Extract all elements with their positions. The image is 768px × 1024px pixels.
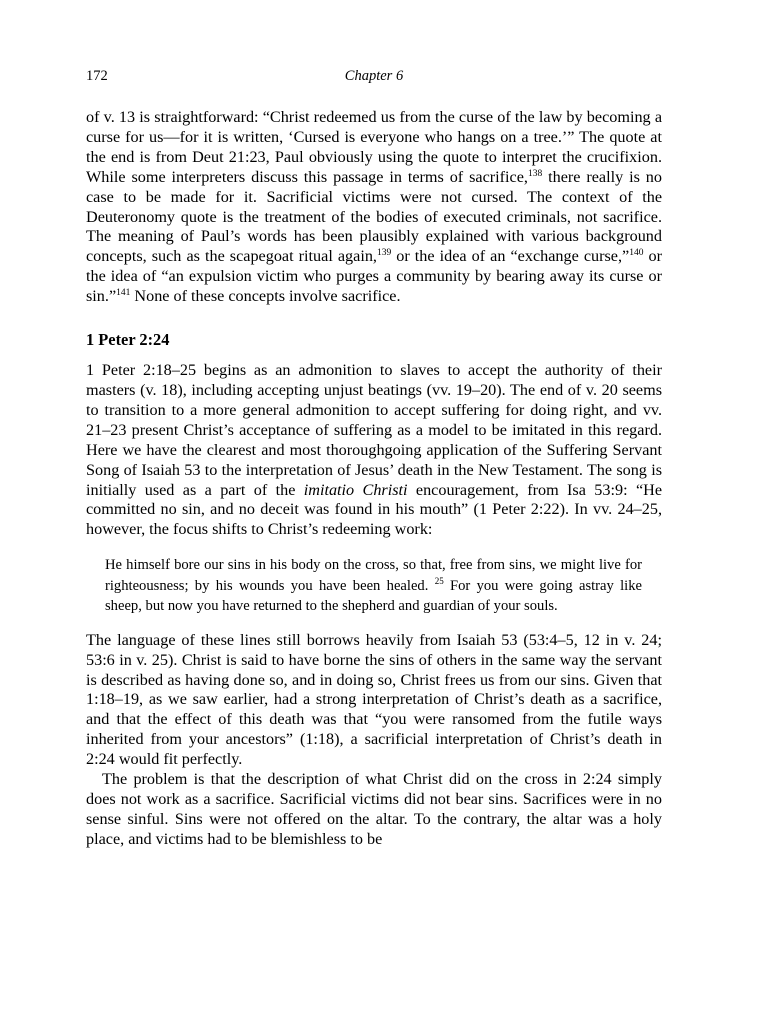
paragraph-language: The language of these lines still borrows heavily from Isaiah 53 (53:4–5, 12 in v. 24; 53:6 in v. 25). Christ is said to have borne the sins of others in the same way the servant is described as having done so, and in doing so, Christ frees us from our sins. Given that 1:18–19, as we saw earlier, had a strong interpretation of Christ’s death as a sacrifice, and that the effect of this death was that “you were ransomed from the futile ways inherited from your ancestors” (1:18), a sacrificial interpretation of Christ’s death in 2:24 would fit perfectly.: [86, 630, 662, 769]
text-run: encouragement, from Isa 53:9: “He committed no sin, and no deceit was found in his mouth” (1 Peter 2:22). In vv. 24–25, however, the focus shifts to Christ’s redeeming work:: [86, 480, 662, 539]
text-run: of v. 13 is straightforward: “Christ redeemed us from the curse of the law by becoming a curse for us—for it is written, ‘Cursed is everyone who hangs on a tree.’” The quote at the end is from Deut 21:23, Paul obviously using the quote to interpret the crucifixion. While some interpreters discuss this passage in terms of sacrifice,: [86, 108, 662, 186]
text-run: None of these concepts involve sacrifice.: [130, 287, 401, 306]
text-run: or the idea of “an expulsion victim who purges a community by bearing away its curse or sin.”: [86, 247, 662, 306]
section-heading: 1 Peter 2:24: [86, 330, 170, 350]
italic-term: imitatio Christi: [303, 480, 408, 499]
footnote-ref[interactable]: 138: [527, 168, 543, 179]
book-page: [86, 68, 662, 850]
quote-text: For you were going astray like sheep, but now you have returned to the shepherd and guardian of your souls.: [105, 577, 642, 615]
quote-text: He himself bore our sins in his body on the cross, so that, free from sins, we might live for righteousness; by his wounds you have been healed.: [105, 557, 642, 594]
paragraph-galatians: [86, 108, 662, 307]
running-head: [86, 68, 662, 90]
paragraph-problem: The problem is that the description of what Christ did on the cross in 2:24 simply does not work as a sacrifice. Sacrificial victims did not bear sins. Sacrifices were in no sense sinful. Sins were not offered on the altar. To the contrary, the altar was a holy place, and victims had to be blemishless to be: [86, 770, 662, 848]
verse-number: 25: [434, 575, 444, 586]
page-number: 172: [86, 68, 108, 84]
text-run: or the idea of an “exchange curse,”: [391, 247, 630, 266]
footnote-ref[interactable]: 139: [376, 248, 392, 259]
footnote-ref[interactable]: 141: [116, 288, 131, 299]
block-quote: [105, 555, 642, 617]
text-run: 1 Peter 2:18–25 begins as an admonition to slaves to accept the authority of their masters (v. 18), including accepting unjust beatings (vv. 19–20). The end of v. 20 seems to transition to a more general admonition to accept suffering for doing right, and vv. 21–23 present Christ’s acceptance of suffering as a model to be imitated in this regard. Here we have the clearest and most thoroughgoing application of the Suffering Servant Song of Isaiah 53 to the interpretation of Jesus’ death in the New Testament. The song is initially used as a part of the: [86, 361, 662, 499]
text-run: there really is no case to be made for it. Sacrificial victims were not cursed. The context of the Deuteronomy quote is the treatment of the bodies of executed criminals, not sacrifice. The meaning of Paul’s words has been plausibly explained with various background concepts, such as the scapegoat ritual again,: [86, 167, 662, 266]
chapter-title: Chapter 6: [344, 68, 404, 84]
paragraph-1-peter-intro: [86, 361, 662, 540]
footnote-ref[interactable]: 140: [629, 248, 644, 259]
